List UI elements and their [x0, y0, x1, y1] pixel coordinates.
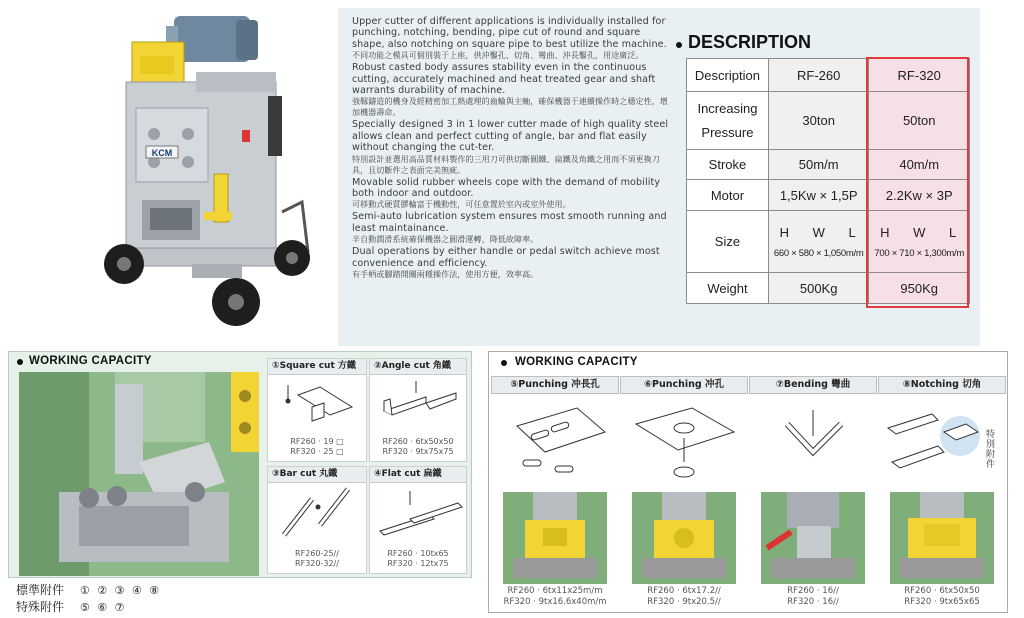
working-capacity-right	[488, 351, 1008, 613]
flat-cut-spec-rf260: RF260 · 10tx65	[387, 549, 449, 558]
feature-3-en: Specially designed 3 in 1 lower cutter made of high quality steel allows clean and perfect cutting of angle, bar and flat easily without changing the cut-ter.	[352, 119, 669, 154]
punching-slot-spec-rf320: RF320 · 9tx16.6x40m/m	[503, 597, 607, 607]
punching-slot-diagram	[495, 402, 615, 488]
op-punching-slot	[491, 376, 619, 612]
op-punching-slot-head: ⑤Punching 冲長孔	[491, 376, 619, 394]
notching-diagram	[882, 402, 1002, 488]
accessory-legend	[16, 582, 161, 616]
flat-cut-specs	[370, 549, 466, 569]
notching-spec-rf320: RF320 · 9tx65x65	[904, 597, 980, 607]
weight-label: Weight	[687, 273, 769, 304]
lower-cutter-photo	[19, 372, 259, 576]
flat-cut-diagram	[370, 485, 468, 545]
op-punching-hole-head: ⑥Punching 冲孔	[620, 376, 748, 394]
feature-6-en: Dual operations by either handle or pedal switch achieve most convenience and efficiency.	[352, 246, 660, 269]
working-capacity-title: WORKING CAPACITY	[29, 355, 152, 367]
feature-2-zh: 強靱鑄造的機身及經精密加工熱處理的齒輪與主軸，確保機器于連續操作時之穩定性，增加機器壽命。	[352, 97, 668, 118]
working-capacity-right-title: WORKING CAPACITY	[515, 356, 638, 368]
angle-cut-head: ②Angle cut 角鐵	[370, 359, 466, 375]
bar-cut-cell	[267, 466, 367, 574]
square-cut-diagram	[268, 377, 368, 433]
punching-hole-spec-rf260: RF260 · 6tx17.2∕∕	[647, 586, 721, 596]
punching-hole-photo	[632, 492, 736, 584]
motor-rf260: 1,5Kw × 1,5P	[768, 180, 869, 211]
feature-4-en: Movable solid rubber wheels cope with the demand of mobility both indoor and outdoor.	[352, 176, 661, 200]
machine-photo	[96, 12, 326, 334]
header-rf320: RF-320	[869, 59, 970, 92]
special-accessories-label: 特殊附件	[16, 600, 65, 614]
bending-spec-rf260: RF260 · 16∕∕	[787, 586, 839, 596]
bar-cut-spec-rf320: RF320-32∕∕	[295, 559, 339, 568]
flat-cut-head: ④Flat cut 扁鐵	[370, 467, 466, 483]
feature-6-zh: 有手柄或腳踏開關兩種操作法，使用方便，效率高。	[352, 270, 539, 280]
notching-special-note: 特別附件	[986, 430, 996, 470]
square-cut-head: ①Square cut 方鐵	[268, 359, 366, 375]
bending-specs	[749, 586, 877, 608]
bar-cut-head: ③Bar cut 丸鐵	[268, 467, 366, 483]
flat-cut-cell	[369, 466, 467, 574]
description-title: DESCRIPTION	[688, 32, 812, 52]
size-rf320-hwl: H W L	[880, 224, 967, 240]
size-label: Size	[687, 211, 769, 273]
features-panel	[338, 8, 980, 346]
notching-photo	[890, 492, 994, 584]
angle-cut-spec-rf260: RF260 · 6tx50x50	[382, 437, 454, 446]
angle-cut-spec-rf320: RF320 · 9tx75x75	[382, 447, 454, 456]
pressure-rf320: 50ton	[869, 92, 970, 150]
punching-slot-spec-rf260: RF260 · 6tx11x25m/m	[507, 586, 603, 596]
standard-accessories-row	[16, 582, 161, 599]
feature-5-en: Semi-auto lubrication system ensures most smooth running and least maintainance.	[352, 211, 667, 234]
special-accessories-items: ⑤ ⑥ ⑦	[79, 601, 127, 614]
square-cut-specs	[268, 437, 366, 457]
header-rf260: RF-260	[768, 59, 869, 92]
motor-rf320: 2.2Kw × 3P	[869, 180, 970, 211]
punching-hole-spec-rf320: RF320 · 9tx20.5∕∕	[647, 597, 721, 607]
punching-hole-diagram	[624, 402, 744, 488]
op-bending	[749, 376, 877, 612]
stroke-rf320: 40m/m	[869, 150, 970, 180]
size-rf260: 660 × 580 × 1,050m/m	[773, 247, 864, 259]
angle-cut-cell	[369, 358, 467, 462]
weight-rf320: 950Kg	[869, 273, 970, 304]
pressure-rf260: 30ton	[768, 92, 869, 150]
bar-cut-specs	[268, 549, 366, 569]
motor-label: Motor	[687, 180, 769, 211]
stroke-rf260: 50m/m	[768, 150, 869, 180]
square-cut-spec-rf320: RF320 · 25 □	[290, 447, 344, 456]
standard-accessories-label: 標準附件	[16, 583, 65, 597]
stroke-label: Stroke	[687, 150, 769, 180]
angle-cut-diagram	[370, 377, 468, 433]
rf320-highlight-frame	[866, 57, 969, 308]
op-punching-hole	[620, 376, 748, 612]
feature-2-en: Robust casted body assures stability even in the continuous cutting, accurately machined and heat treated gear and shaft warrants durability of machine.	[352, 62, 656, 97]
pressure-label: Increasing Pressure	[687, 92, 769, 150]
feature-4-zh: 可移動式硬質膠輪富于機動性，可任意置於室內或室外使用。	[352, 200, 571, 210]
size-rf260-cell	[768, 211, 869, 273]
header-label: Description	[687, 59, 769, 92]
standard-accessories-items: ① ② ③ ④ ⑧	[79, 584, 162, 597]
bar-cut-spec-rf260: RF260-25∕∕	[295, 549, 339, 558]
square-cut-cell	[267, 358, 367, 462]
capacity-bullet-icon	[17, 359, 23, 365]
square-cut-spec-rf260: RF260 · 19 □	[290, 437, 344, 446]
feature-1-en: Upper cutter of different applications is individually installed for punching, notching, bending, pipe cut of round and square shape, also notching on square pipe to best utilize the machine.	[352, 16, 667, 50]
feature-3-zh: 特別設計並選用高品質材料製作的三用刀可供切斷圓鐵、扁鐵及角鐵之用而不須更換刀具，且切斷件之表面完美無疵。	[352, 154, 660, 175]
description-bullet-icon	[676, 42, 682, 48]
feature-5-zh: 半自動潤滑系統確保機器之圓滑運轉，降低故障率。	[352, 235, 539, 245]
weight-rf260: 500Kg	[768, 273, 869, 304]
feature-1-zh: 不同功能之模具可個別裝于上座，供沖鑿孔、切角、彎曲、沖長鑿孔，用途廣泛。	[352, 51, 644, 61]
size-rf320: 700 × 710 × 1,300m/m	[874, 247, 965, 259]
working-capacity-left	[8, 351, 472, 578]
op-notching-head: ⑧Notching 切角	[878, 376, 1006, 394]
punching-hole-specs	[620, 586, 748, 608]
features-text	[352, 16, 674, 281]
brand-badge: KCM	[151, 148, 173, 158]
capacity-right-bullet-icon	[501, 360, 507, 366]
bar-cut-diagram	[268, 485, 368, 545]
notching-spec-rf260: RF260 · 6tx50x50	[904, 586, 980, 596]
bending-photo	[761, 492, 865, 584]
special-accessories-row	[16, 599, 161, 616]
op-notching	[878, 376, 1006, 612]
op-bending-head: ⑦Bending 彎曲	[749, 376, 877, 394]
angle-cut-specs	[370, 437, 466, 457]
punching-slot-photo	[503, 492, 607, 584]
notching-specs	[878, 586, 1006, 608]
bending-spec-rf320: RF320 · 16∕∕	[787, 597, 839, 607]
size-rf260-hwl: H W L	[779, 224, 866, 240]
punching-slot-specs	[491, 586, 619, 608]
flat-cut-spec-rf320: RF320 · 12tx75	[387, 559, 449, 568]
bending-diagram	[753, 402, 873, 488]
